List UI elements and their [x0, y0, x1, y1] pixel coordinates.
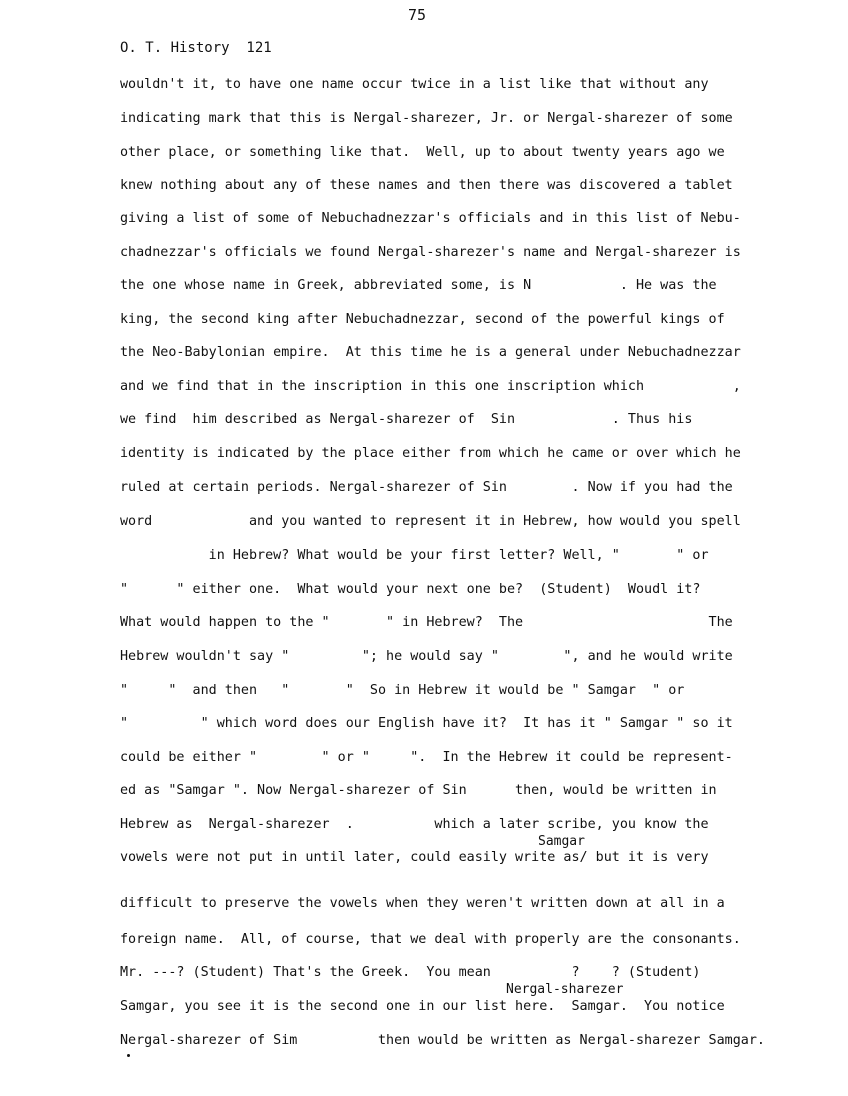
text-line: Mr. ---? (Student) That's the Greek. You mean ? ? (Student) [120, 965, 701, 980]
text-line: word and you wanted to represent it in Hebrew, how would you spell [120, 514, 741, 529]
text-line: and we find that in the inscription in this one inscription which , [120, 379, 741, 394]
text-line: knew nothing about any of these names and then there was discovered a tablet [120, 178, 733, 193]
text-line: What would happen to the " " in Hebrew? The The [120, 615, 733, 630]
text-line: other place, or something like that. Well, up to about twenty years ago we [120, 145, 725, 160]
text-line: " " which word does our English have it? It has it " Samgar " so it [120, 716, 733, 731]
text-line: giving a list of some of Nebuchadnezzar's officials and in this list of Nebu- [120, 211, 741, 226]
text-line: Hebrew as Nergal-sharezer . which a later scribe, you know the [120, 817, 709, 832]
text-line: Hebrew wouldn't say " "; he would say " ", and he would write [120, 649, 733, 664]
text-line: difficult to preserve the vowels when they weren't written down at all in a [120, 896, 725, 911]
handwritten-insertion: Samgar [538, 834, 585, 849]
text-line: Nergal-sharezer of Sim then would be written as Nergal-sharezer Samgar. [120, 1033, 765, 1048]
text-line: chadnezzar's officials we found Nergal-sharezer's name and Nergal-sharezer is [120, 245, 741, 260]
text-line: ed as "Samgar ". Now Nergal-sharezer of Sin then, would be written in [120, 783, 717, 798]
ink-speck [127, 1054, 130, 1057]
text-line: Samgar, you see it is the second one in our list here. Samgar. You notice [120, 999, 725, 1014]
text-line: identity is indicated by the place either from which he came or over which he [120, 446, 741, 461]
text-line: " " and then " " So in Hebrew it would be " Samgar " or [120, 683, 685, 698]
text-line: could be either " " or " ". In the Hebrew it could be represent- [120, 750, 733, 765]
page-number: 75 [408, 6, 427, 24]
text-line: the one whose name in Greek, abbreviated some, is N . He was the [120, 278, 717, 293]
text-line: ruled at certain periods. Nergal-sharezer of Sin . Now if you had the [120, 480, 733, 495]
text-line: foreign name. All, of course, that we deal with properly are the consonants. [120, 932, 741, 947]
text-line: we find him described as Nergal-sharezer of Sin . Thus his [120, 412, 693, 427]
text-line: wouldn't it, to have one name occur twice in a list like that without any [120, 77, 709, 92]
text-line: indicating mark that this is Nergal-sharezer, Jr. or Nergal-sharezer of some [120, 111, 733, 126]
handwritten-insertion: Nergal-sharezer [506, 982, 624, 997]
text-line: king, the second king after Nebuchadnezzar, second of the powerful kings of [120, 312, 725, 327]
text-line: in Hebrew? What would be your first letter? Well, " " or [120, 548, 709, 563]
text-line: the Neo-Babylonian empire. At this time he is a general under Nebuchadnezzar [120, 345, 741, 360]
text-line: vowels were not put in until later, could easily write as/ but it is very [120, 850, 709, 865]
text-line: " " either one. What would your next one be? (Student) Woudl it? [120, 582, 701, 597]
page-header: O. T. History 121 [120, 40, 272, 56]
